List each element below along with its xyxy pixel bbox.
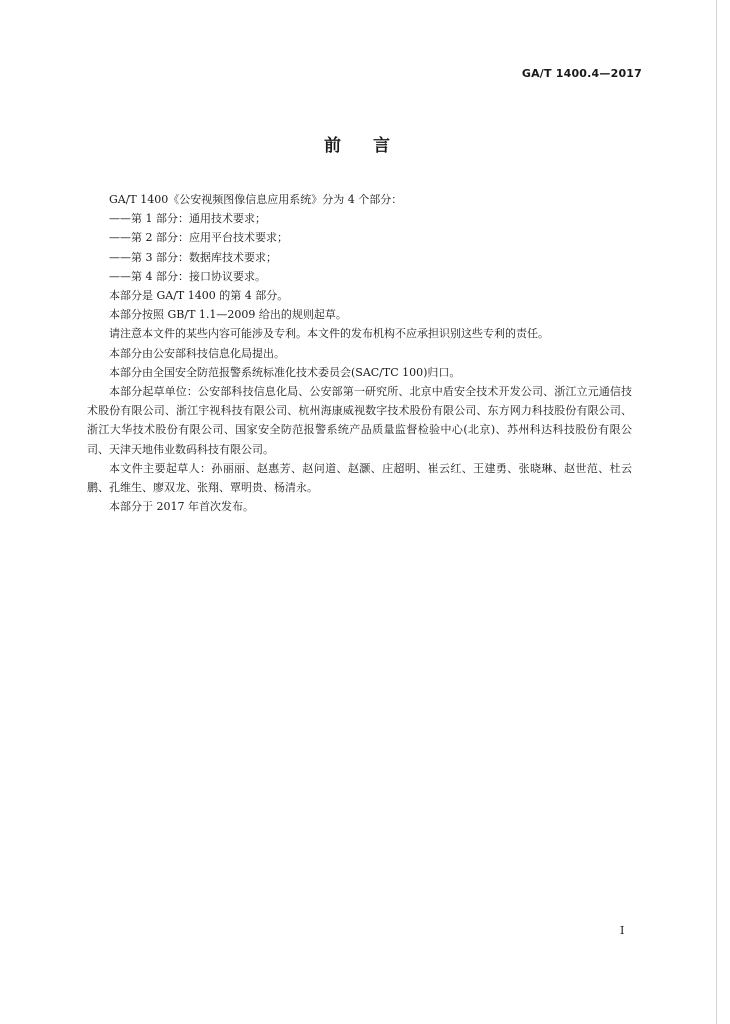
paragraph-drafting-rules: 本部分按照 GB/T 1.1—2009 给出的规则起草。 [109,308,347,322]
paragraph-this-part: 本部分是 GA/T 1400 的第 4 部分。 [109,289,289,303]
title-char-left: 前 [324,136,343,156]
title-char-right: 言 [373,136,392,156]
paragraph-drafting-units: 本部分起草单位：公安部科技信息化局、公安部第一研究所、北京中盾安全技术开发公司、浙江立元通信技术股份有限公司、浙江宇视科技有限公司、杭州海康威视数字技术股份有限公司、东方网力科技股份有限公司、浙江大华技术股份有限公司、国家安全防范报警系统产品质量监督检验中心(北京)、苏州科达科技股份有限公司、天津天地伟业数码科技有限公司。 [87,385,632,456]
paragraph-patent-notice: 请注意本文件的某些内容可能涉及专利。本文件的发布机构不应承担识别这些专利的责任。 [109,327,549,341]
paragraph-series-intro: GA/T 1400《公安视频图像信息应用系统》分为 4 个部分： [109,193,403,206]
paragraph-proposed-by: 本部分由公安部科技信息化局提出。 [109,346,285,360]
foreword-body [87,190,632,516]
paragraph-part-2: ——第 2 部分：应用平台技术要求； [109,231,288,245]
paragraph-part-1: ——第 1 部分：通用技术要求； [109,212,266,226]
paragraph-administered-by: 本部分由全国安全防范报警系统标准化技术委员会(SAC/TC 100)归口。 [109,365,461,379]
document-code: GA/T 1400.4—2017 [521,67,642,80]
page-number: I [620,924,625,937]
paragraph-part-4: ——第 4 部分：接口协议要求。 [109,269,266,283]
paragraph-drafters: 本文件主要起草人：孙丽丽、赵惠芳、赵问道、赵灏、庄超明、崔云红、王建勇、张晓琳、赵世范、杜云鹏、孔维生、廖双龙、张翔、覃明贵、杨清永。 [87,461,632,495]
page-edge-divider [716,0,717,1024]
page-title [0,131,716,156]
paragraph-part-3: ——第 3 部分：数据库技术要求； [109,250,277,264]
paragraph-first-release: 本部分于 2017 年首次发布。 [109,500,254,514]
